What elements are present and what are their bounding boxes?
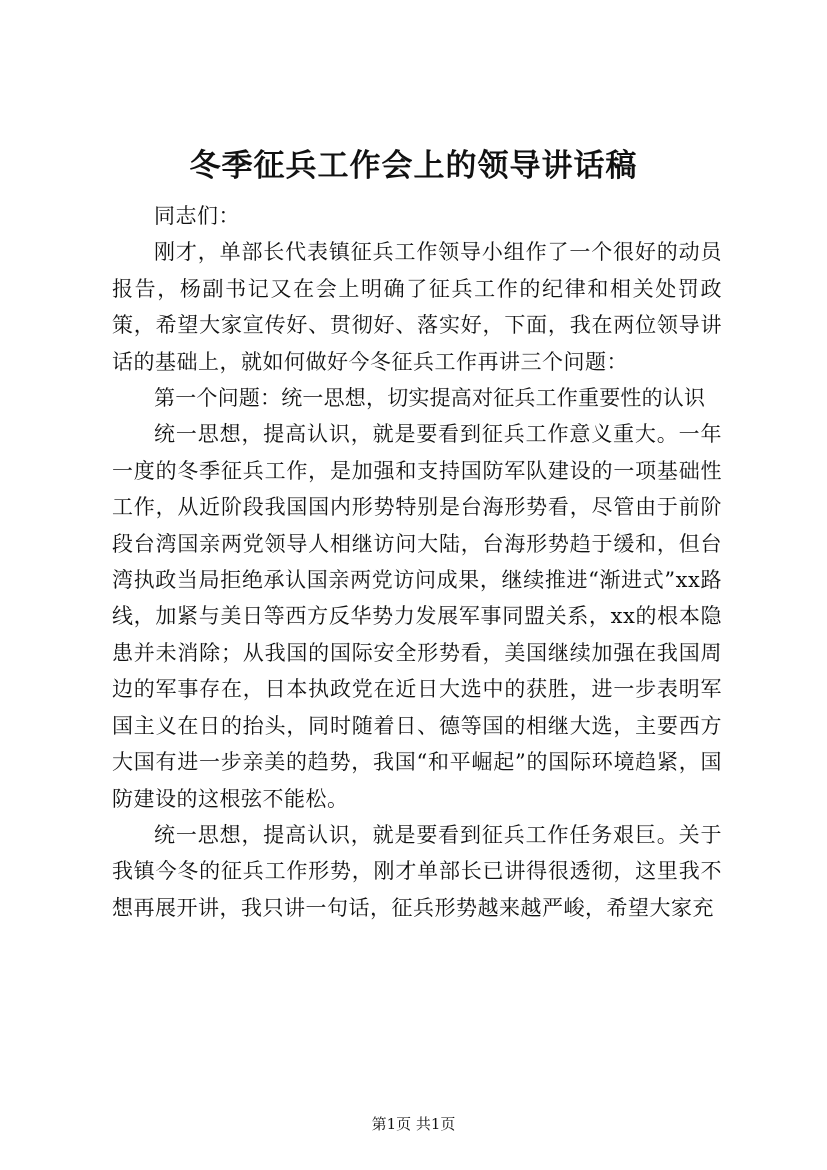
document-title: 冬季征兵工作会上的领导讲话稿 [189, 148, 638, 184]
document-body [112, 198, 722, 926]
salutation: 同志们： [154, 204, 240, 228]
section-heading-1: 第一个问题：统一思想，切实提高对征兵工作重要性的认识 [154, 386, 706, 411]
paragraph-task: 统一思想，提高认识，就是要看到征兵工作任务艰巨。关于我镇今冬的征兵工作形势，刚才单部长已讲得很透彻，这里我不想再展开讲，我只讲一句话，征兵形势越来越严峻，希望大家充 [112, 822, 722, 920]
paragraph-significance: 统一思想，提高认识，就是要看到征兵工作意义重大。一年一度的冬季征兵工作，是加强和支持国防军队建设的一项基础性工作，从近阶段我国国内形势特别是台海形势看，尽管由于前阶段台湾国亲两党领导人相继访问大陆，台海形势趋于缓和，但台湾执政当局拒绝承认国亲两党访问成果，继续推进“渐进式”xx路线，加紧与美日等西方反华势力发展军事同盟关系，xx的根本隐患并未消除；从我国的国际安全形势看，美国继续加强在我国周边的军事存在，日本执政党在近日大选中的获胜，进一步表明军国主义在日的抬头，同时随着日、德等国的相继大选，主要西方大国有进一步亲美的趋势，我国“和平崛起”的国际环境趋紧，国防建设的这根弦不能松。 [112, 422, 722, 811]
paragraph-intro: 刚才，单部长代表镇征兵工作领导小组作了一个很好的动员报告，杨副书记又在会上明确了征兵工作的纪律和相关处罚政策，希望大家宣传好、贯彻好、落实好，下面，我在两位领导讲话的基础上，就如何做好今冬征兵工作再讲三个问题： [112, 240, 722, 374]
page-footer: 第1页 共1页 [371, 1115, 456, 1133]
